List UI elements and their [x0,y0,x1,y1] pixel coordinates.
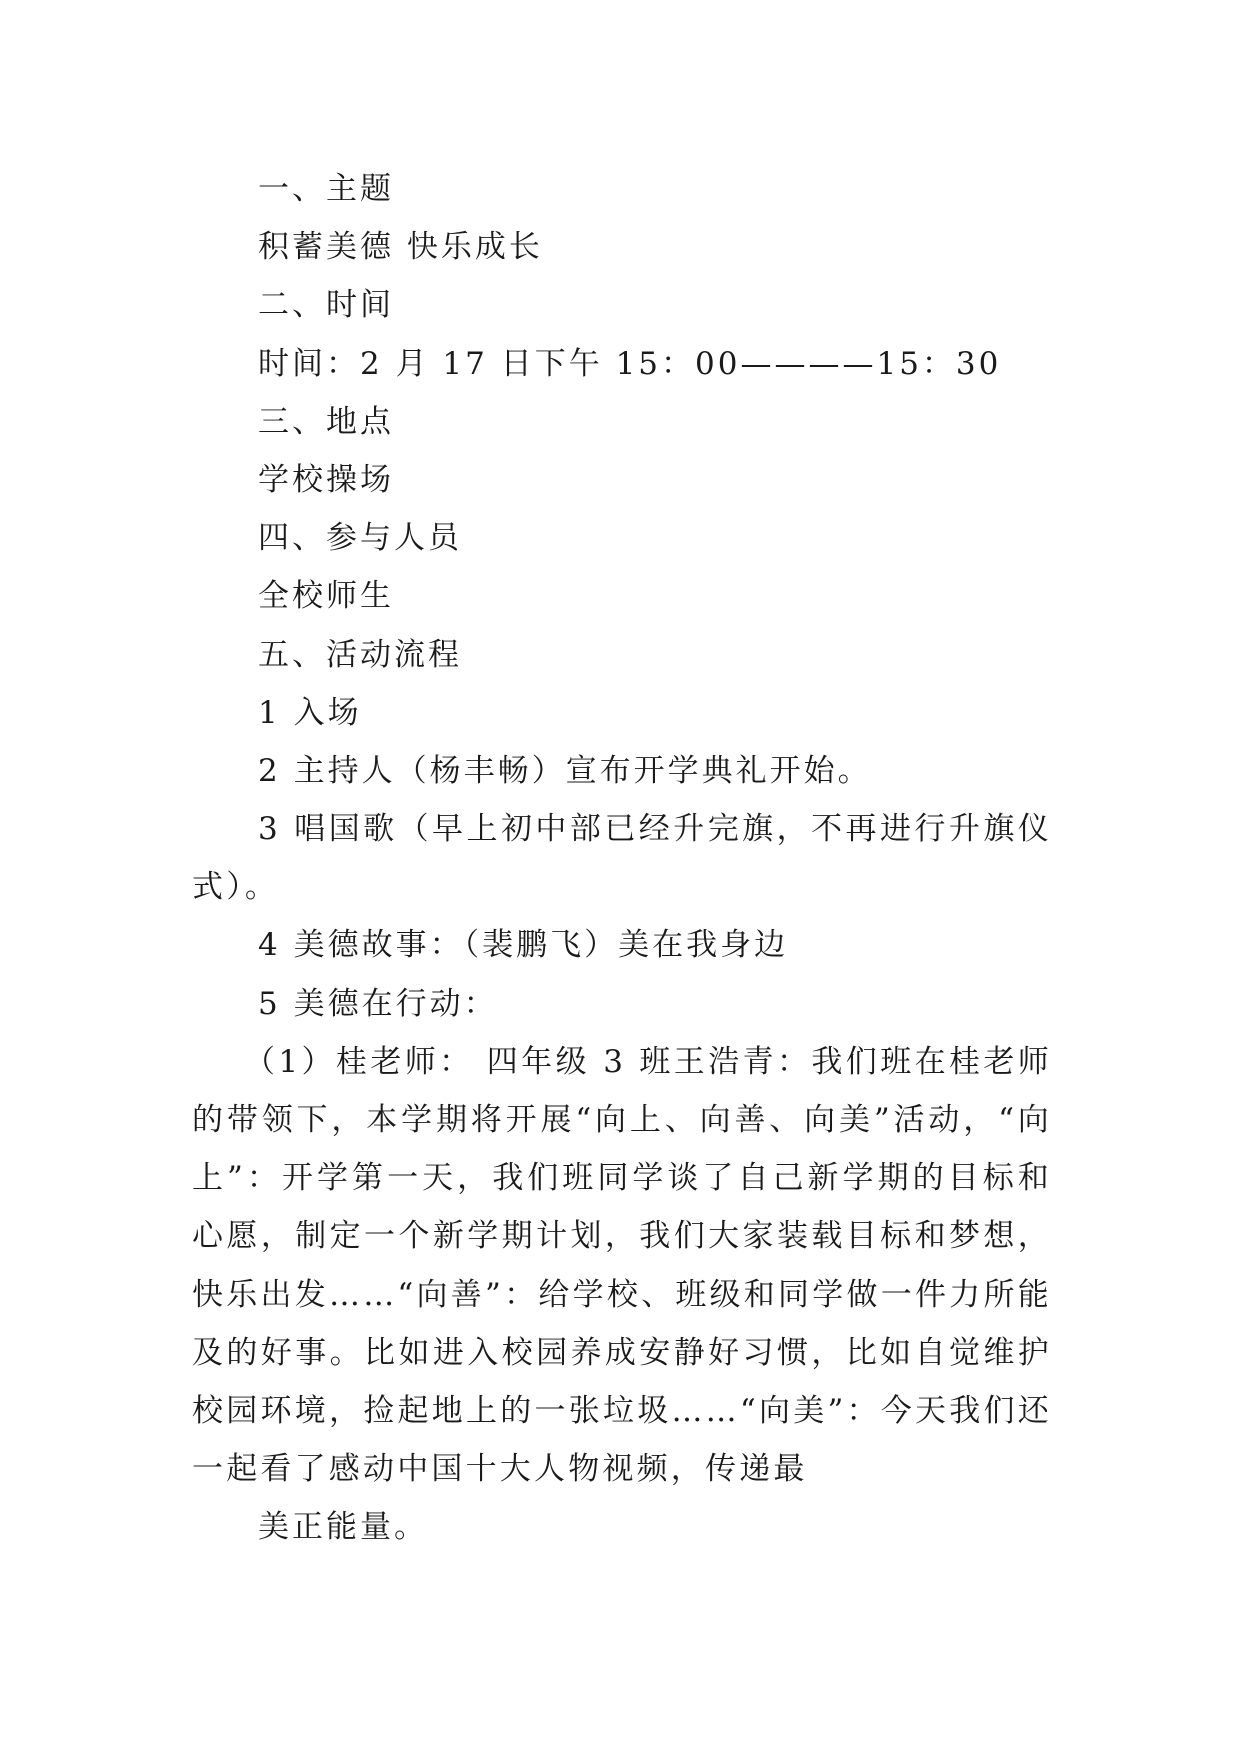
theme-text: 积蓄美德 快乐成长 [258,229,543,266]
teacher-paragraph [192,1033,1052,1499]
step-5: 5 美德在行动： [258,985,498,1022]
heading-theme: 一、主题 [258,171,394,207]
teacher-paragraph-text: （1）桂老师： 四年级 3 班王浩青：我们班在桂老师的带领下，本学期将开展“向上、向善、向美”活动，“向上”：开学第一天，我们班同学谈了自己新学期的目标和心愿，制定一个新学期计划，我们大家装载目标和梦想，快乐出发……“向善”：给学校、班级和同学做一件力所能及的好事。比如进入校园养成安静好习惯，比如自觉维护校园环境，捡起地上的一张垃圾……“向美”：今天我们还一起看了感动中国十大人物视频，传递最 [192,1043,1052,1488]
closing-line: 美正能量。 [258,1509,428,1546]
heading-time: 二、时间 [258,287,394,324]
step-3-text: 3 唱国歌（早上初中部已经升完旗，不再进行升旗仪式）。 [192,811,1052,906]
heading-participants: 四、参与人员 [258,520,462,557]
heading-procedure: 五、活动流程 [258,636,462,673]
heading-location: 三、地点 [258,403,394,440]
document-body [192,160,1052,1557]
step-2: 2 主持人（杨丰畅）宣布开学典礼开始。 [258,752,872,789]
time-text: 时间：2 月 17 日下午 15：00————15：30 [258,345,1002,382]
location-text: 学校操场 [258,461,394,498]
participants-text: 全校师生 [258,578,394,615]
step-3-paragraph [192,800,1052,916]
step-1: 1 入场 [258,694,362,731]
step-4: 4 美德故事：（裴鹏飞）美在我身边 [258,927,789,964]
